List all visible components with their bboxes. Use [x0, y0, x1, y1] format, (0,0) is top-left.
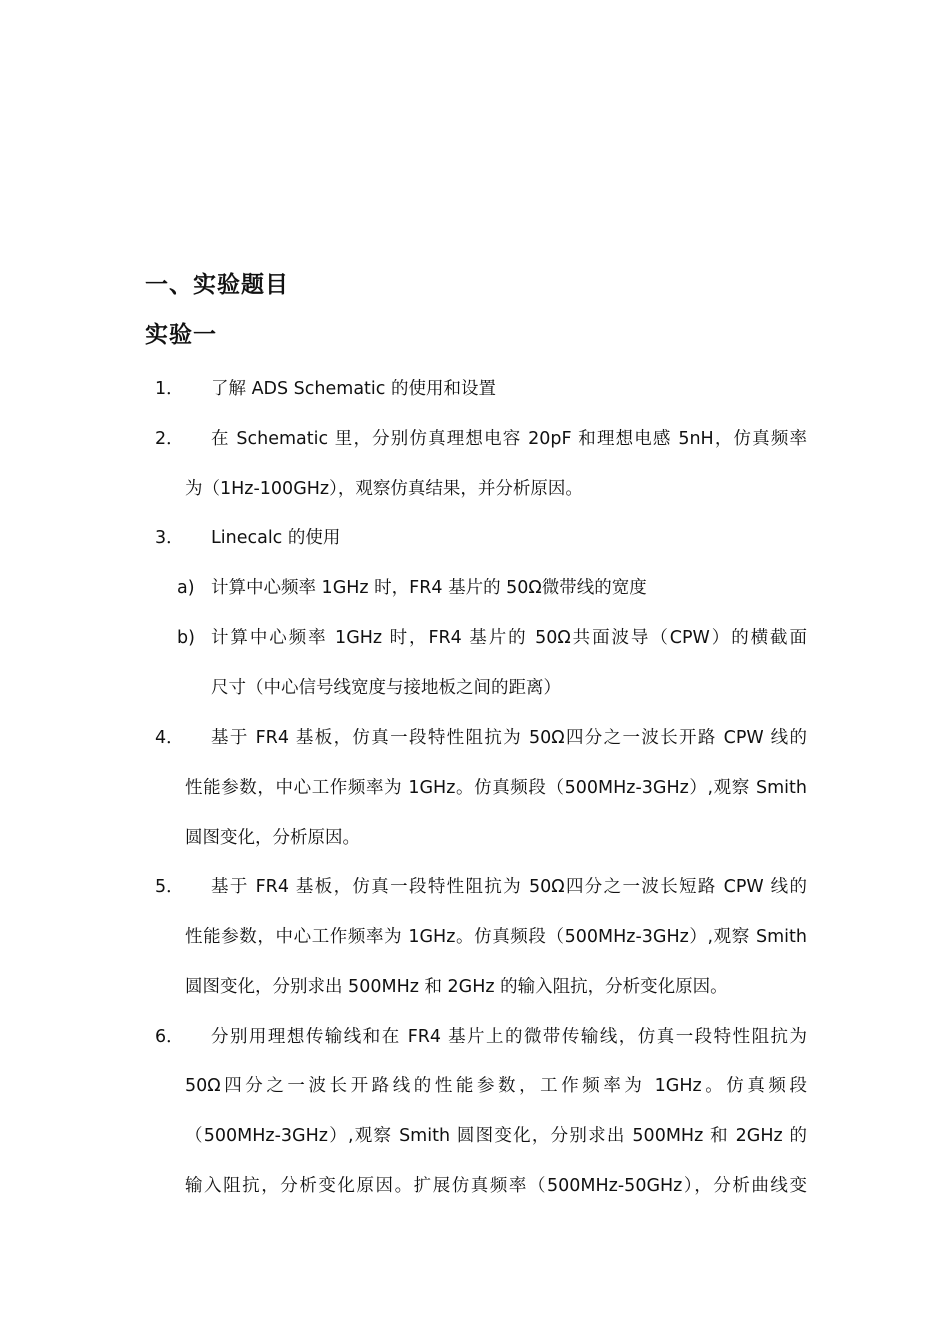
item-text: 输入阻抗，分析变化原因。扩展仿真频率（500MHz-50GHz），分析曲线变	[185, 1176, 807, 1196]
subitem-text: 尺寸（中心信号线宽度与接地板之间的距离）	[211, 678, 561, 698]
item-number: 4．	[155, 728, 184, 748]
experiment-title: 实验一	[145, 322, 217, 348]
item-text: 圆图变化，分析原因。	[185, 828, 360, 848]
item-text: 圆图变化，分别求出 500MHz 和 2GHz 的输入阻抗，分析变化原因。	[185, 977, 728, 997]
section-heading: 一、实验题目	[145, 272, 289, 298]
subitem-text: 计算中心频率 1GHz 时，FR4 基片的 50Ω微带线的宽度	[211, 578, 647, 598]
item-text: Linecalc 的使用	[211, 528, 341, 548]
subitem-text: 计算中心频率 1GHz 时，FR4 基片的 50Ω共面波导（CPW）的横截面	[211, 628, 807, 648]
item-number: 2．	[155, 429, 184, 449]
item-text: 性能参数，中心工作频率为 1GHz。仿真频段（500MHz-3GHz）,观察 Smith	[185, 927, 807, 947]
item-text: 为（1Hz-100GHz），观察仿真结果，并分析原因。	[185, 479, 583, 499]
item-text: 在 Schematic 里，分别仿真理想电容 20pF 和理想电感 5nH，仿真频率	[211, 429, 807, 449]
item-text: 50Ω四分之一波长开路线的性能参数，工作频率为 1GHz。仿真频段	[185, 1076, 807, 1096]
item-number: 5．	[155, 877, 184, 897]
subitem-label: b)	[177, 628, 195, 648]
subitem-label: a)	[177, 578, 195, 598]
item-text: 了解 ADS Schematic 的使用和设置	[211, 379, 496, 399]
item-number: 6．	[155, 1027, 184, 1047]
item-text: 基于 FR4 基板，仿真一段特性阻抗为 50Ω四分之一波长短路 CPW 线的	[211, 877, 807, 897]
item-text: （500MHz-3GHz）,观察 Smith 圆图变化，分别求出 500MHz 和 2GHz 的	[185, 1126, 807, 1146]
item-text: 性能参数，中心工作频率为 1GHz。仿真频段（500MHz-3GHz）,观察 Smith	[185, 778, 807, 798]
item-text: 基于 FR4 基板，仿真一段特性阻抗为 50Ω四分之一波长开路 CPW 线的	[211, 728, 807, 748]
item-number: 3．	[155, 528, 184, 548]
item-text: 分别用理想传输线和在 FR4 基片上的微带传输线，仿真一段特性阻抗为	[211, 1027, 807, 1047]
item-number: 1．	[155, 379, 184, 399]
